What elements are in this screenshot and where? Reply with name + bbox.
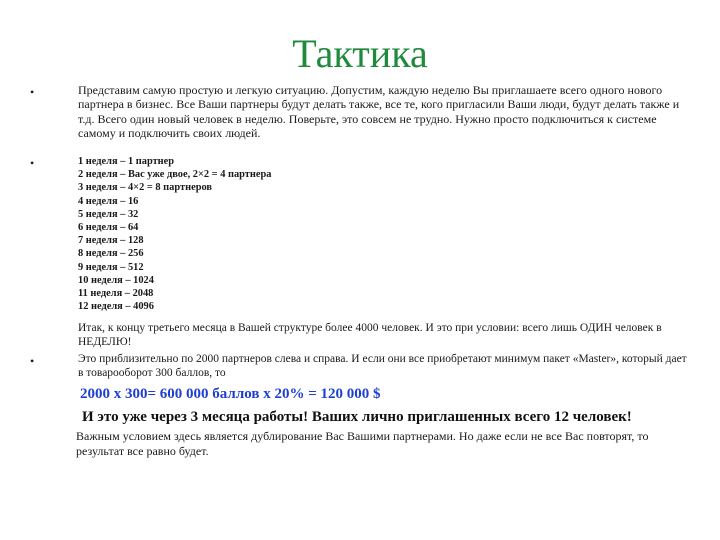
week-item: 9 неделя – 512 <box>78 261 144 273</box>
week-item: 11 неделя – 2048 <box>78 288 154 300</box>
partners-paragraph: Это приблизительно по 2000 партнеров слева и справа. И если они все приобретают минимум пакет «Master», который дает в товарооборот 300 баллов, то <box>78 353 687 379</box>
calculation-line: 2000 х 300= 600 000 баллов х 20% = 120 000 $ <box>80 386 381 402</box>
week-item: 10 неделя – 1024 <box>78 274 154 286</box>
bullet-marker: • <box>30 354 35 368</box>
three-months-line: И это уже через 3 месяца работы! Ваших лично приглашенных всего 12 человек! <box>82 409 632 425</box>
week-item: 7 неделя – 128 <box>78 235 144 247</box>
week-item: 8 неделя – 256 <box>78 248 144 260</box>
conclusion-paragraph: Важным условием здесь является дублирование Вас Вашими партнерами. Но даже если не все Вас повторят, то результат все равно будет. <box>76 429 649 458</box>
week-item: 1 неделя – 1 партнер <box>78 156 175 167</box>
intro-paragraph: Представим самую простую и легкую ситуацию. Допустим, каждую неделю Вы приглашаете всего одного нового партнера в бизнес. Все Ваши партнеры будут делать также, все те, кого пригласили Ваши люди, будут делать также и т.д. Всего один новый человек в неделю. Поверьте, это совсем не трудно. Нужно просто подключиться к системе самому и подключить своих людей. <box>78 83 680 140</box>
week-item: 4 неделя – 16 <box>78 195 139 207</box>
week-item: 12 неделя – 4096 <box>78 301 154 313</box>
slide-title: Тактика <box>292 31 428 76</box>
bullet-marker: • <box>30 85 35 99</box>
week-item: 5 неделя – 32 <box>78 208 139 220</box>
week-item: 2 неделя – Вас уже двое, 2×2 = 4 партнера <box>78 169 272 181</box>
summary-paragraph: Итак, к концу третьего месяца в Вашей структуре более 4000 человек. И это при условии: всего лишь ОДИН человек в НЕДЕЛЮ! <box>78 322 662 348</box>
weeks-list <box>78 155 478 313</box>
week-item: 3 неделя – 4×2 = 8 партнеров <box>78 182 213 194</box>
bullet-marker: • <box>30 156 35 170</box>
week-item: 6 неделя – 64 <box>78 222 139 234</box>
